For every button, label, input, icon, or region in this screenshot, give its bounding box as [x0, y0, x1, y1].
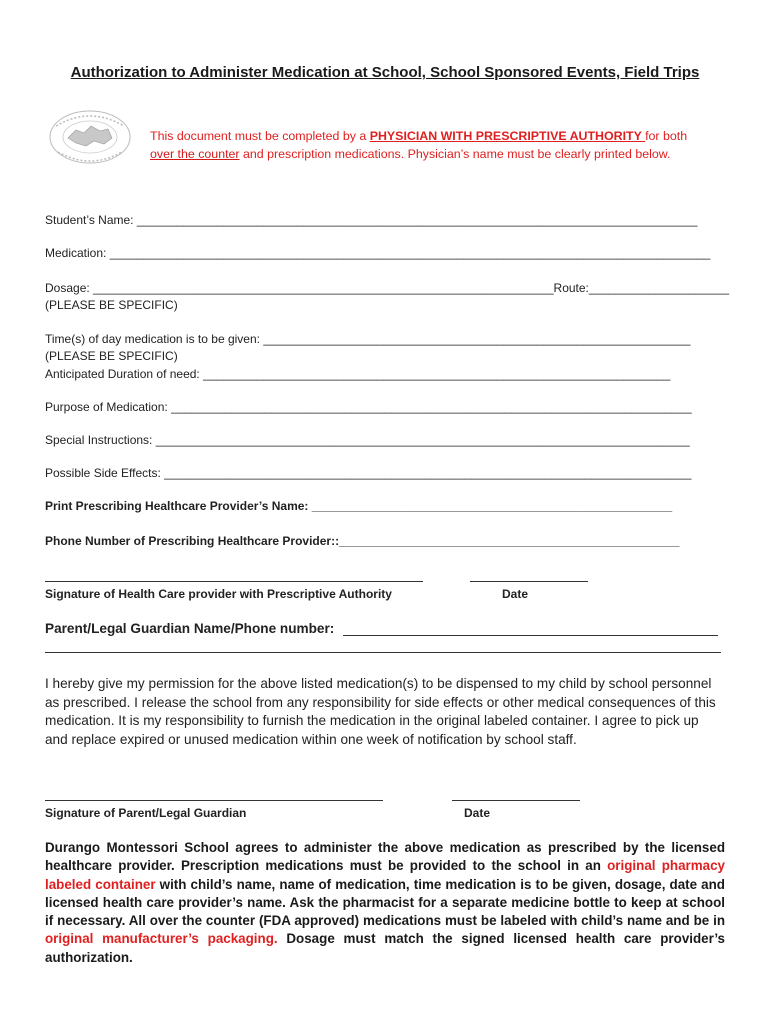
parent-signature-label: Signature of Parent/Legal Guardian	[45, 806, 247, 820]
document-title: Authorization to Administer Medication at School, School Sponsored Events, Field Trips	[70, 64, 700, 81]
provider-date-line[interactable]	[470, 581, 588, 582]
parent-signature-line[interactable]	[45, 800, 383, 801]
guardian-second-line[interactable]	[45, 652, 721, 653]
provider-signature-label: Signature of Health Care provider with Prescriptive Authority	[45, 587, 392, 601]
physician-emphasis: PHYSICIAN WITH PRESCRIPTIVE AUTHORITY	[369, 129, 646, 143]
permission-statement: I hereby give my permission for the above listed medication(s) to be dispensed to my child by school personnel as prescribed. I release the school from any responsibility for side effects or other medical consequences of this medication. It is my responsibility to furnish the medication in the original labeled container. I agree to pick up and replace expired or unused medication within one week of notification by school staff.	[45, 676, 716, 747]
guardian-input-line[interactable]	[343, 635, 718, 636]
medication-field[interactable]: Medication: __________________________________________________________________________________________	[45, 246, 711, 260]
provider-name-field[interactable]: Print Prescribing Healthcare Provider’s Name: ______________________________________________________	[45, 499, 673, 513]
student-name-field[interactable]: Student’s Name: ____________________________________________________________________________________	[45, 213, 698, 227]
guardian-label: Parent/Legal Guardian Name/Phone number:	[45, 621, 335, 636]
school-agreement: Durango Montessori School agrees to administer the above medication as prescribed by the licensed healthcare provider. Prescription medications must be provided to the school in an original pharmacy labeled container with child’s name, name of medication, time medication is to be given, dosage, date and licensed health care provider’s name. Ask the pharmacist for a separate medicine bottle to keep at school if necessary. All over the counter (FDA approved) medications must be labeled with child’s name and be in original manufacturer’s packaging. Dosage must match the signed licensed health care provider’s authorization.	[45, 840, 725, 965]
provider-phone-field[interactable]: Phone Number of Prescribing Healthcare Provider::___________________________________________________	[45, 534, 680, 548]
special-instructions-field[interactable]: Special Instructions: ________________________________________________________________________________	[45, 433, 690, 447]
pharmacy-container-emphasis: original pharmacy labeled container	[45, 858, 725, 892]
manufacturer-packaging-emphasis: original manufacturer’s packaging.	[45, 931, 278, 947]
parent-date-label: Date	[464, 806, 491, 820]
times-note: (PLEASE BE SPECIFIC)	[45, 349, 178, 363]
provider-signature-line[interactable]	[45, 581, 423, 582]
intro-instructions: This document must be completed by a PHYSICIAN WITH PRESCRIPTIVE AUTHORITY for both over the counter and prescription medications. Physician’s name must be clearly printed below.	[150, 129, 688, 161]
school-logo	[46, 108, 134, 166]
dosage-route-field[interactable]: Dosage: _____________________________________________________________________Route:_____________________	[45, 281, 730, 295]
parent-date-line[interactable]	[452, 800, 580, 801]
dosage-note: (PLEASE BE SPECIFIC)	[45, 298, 178, 312]
times-field[interactable]: Time(s) of day medication is to be given: ________________________________________________________________	[45, 332, 691, 346]
provider-date-label: Date	[502, 587, 529, 601]
purpose-field[interactable]: Purpose of Medication: ______________________________________________________________________________	[45, 400, 692, 414]
duration-field[interactable]: Anticipated Duration of need: ______________________________________________________________________	[45, 367, 671, 381]
side-effects-field[interactable]: Possible Side Effects: _______________________________________________________________________________	[45, 466, 692, 480]
otc-emphasis: over the counter	[150, 147, 240, 161]
